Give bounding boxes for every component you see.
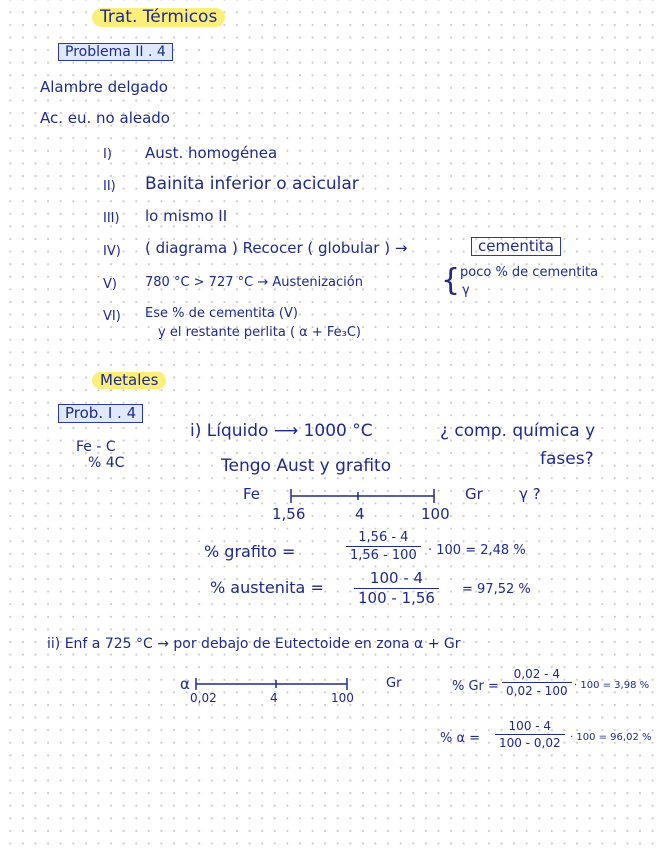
item-1-text: Aust. homogénea	[145, 144, 278, 162]
item-1-number: I)	[103, 147, 112, 162]
fraction-numerator: 100 - 4	[369, 569, 424, 587]
item-2-number: II)	[103, 179, 116, 194]
item-4-text: ( diagrama ) Recocer ( globular ) →	[145, 239, 408, 257]
prob-label: Prob. I . 4	[58, 404, 143, 423]
austenita-label: % austenita =	[210, 578, 324, 597]
fraction-numerator: 100 - 4	[508, 719, 552, 733]
item-6-text-2: y el restante perlita ( α + Fe₃C)	[158, 325, 361, 340]
part1-question: ¿ comp. química y	[440, 421, 596, 441]
item-3-number: III)	[103, 211, 120, 226]
austenita-result: = 97,52 %	[462, 582, 531, 597]
fraction-denominator: 100 - 1,56	[358, 589, 435, 608]
intro-line-2: Ac. eu. no aleado	[40, 109, 170, 127]
item-5-number: V)	[103, 277, 117, 292]
item-5-note-1: poco % de cementita	[460, 265, 599, 280]
item-6-text: Ese % de cementita (V)	[145, 306, 298, 321]
grafito-label: % grafito =	[204, 542, 296, 561]
item-4-number: IV)	[103, 244, 121, 259]
problem-label: Problema II . 4	[58, 43, 173, 61]
section-title: Metales	[92, 372, 166, 389]
item-5-text: 780 °C > 727 °C → Austenización	[145, 275, 363, 290]
part1-question-2: fases?	[540, 449, 594, 469]
scale1-tick-label: 100	[421, 505, 450, 523]
scale2-tick-label: 100	[331, 691, 354, 705]
alpha-label: % α =	[440, 731, 481, 746]
percent-label: % 4C	[88, 455, 125, 471]
gr-result: · 100 = 3,98 %	[574, 680, 650, 691]
scale1-extra: γ ?	[519, 485, 541, 503]
item-6-number: VI)	[103, 309, 121, 324]
part1-line-2: Tengo Aust y grafito	[221, 456, 392, 476]
fraction-numerator: 1,56 - 4	[358, 530, 409, 545]
brace-glyph: {	[441, 263, 461, 298]
scale1-left: Fe	[243, 485, 261, 503]
item-5-note-2: γ	[462, 283, 470, 298]
part1-line: i) Líquido ⟶ 1000 °C	[190, 421, 373, 441]
scale1-right: Gr	[465, 485, 483, 503]
fraction-denominator: 100 - 0,02	[499, 736, 561, 751]
fraction-denominator: 0,02 - 100	[506, 684, 568, 699]
material-label: Fe - C	[76, 439, 116, 455]
item-3-text: lo mismo II	[145, 207, 228, 225]
fraction-numerator: 0,02 - 4	[513, 667, 560, 681]
alpha-result: · 100 = 96,02 %	[570, 732, 652, 743]
fraction-denominator: 1,56 - 100	[350, 548, 417, 564]
cementita-box: cementita	[471, 237, 561, 256]
gr-label: % Gr =	[452, 679, 499, 694]
intro-line-1: Alambre delgado	[40, 78, 168, 96]
page-title: Trat. Térmicos	[92, 8, 225, 27]
scale1-tick-label: 4	[355, 505, 365, 523]
scale1-tick-label: 1,56	[272, 505, 306, 523]
scale2-left: α	[180, 675, 190, 693]
scale2-tick-label: 0,02	[190, 691, 217, 705]
grafito-result: · 100 = 2,48 %	[428, 543, 526, 558]
scale2-right: Gr	[386, 676, 402, 691]
item-2-text: Bainita inferior o acicular	[145, 174, 359, 194]
scale2-tick-label: 4	[270, 691, 278, 705]
part2-line: ii) Enf a 725 °C → por debajo de Eutectoide en zona α + Gr	[47, 636, 461, 652]
